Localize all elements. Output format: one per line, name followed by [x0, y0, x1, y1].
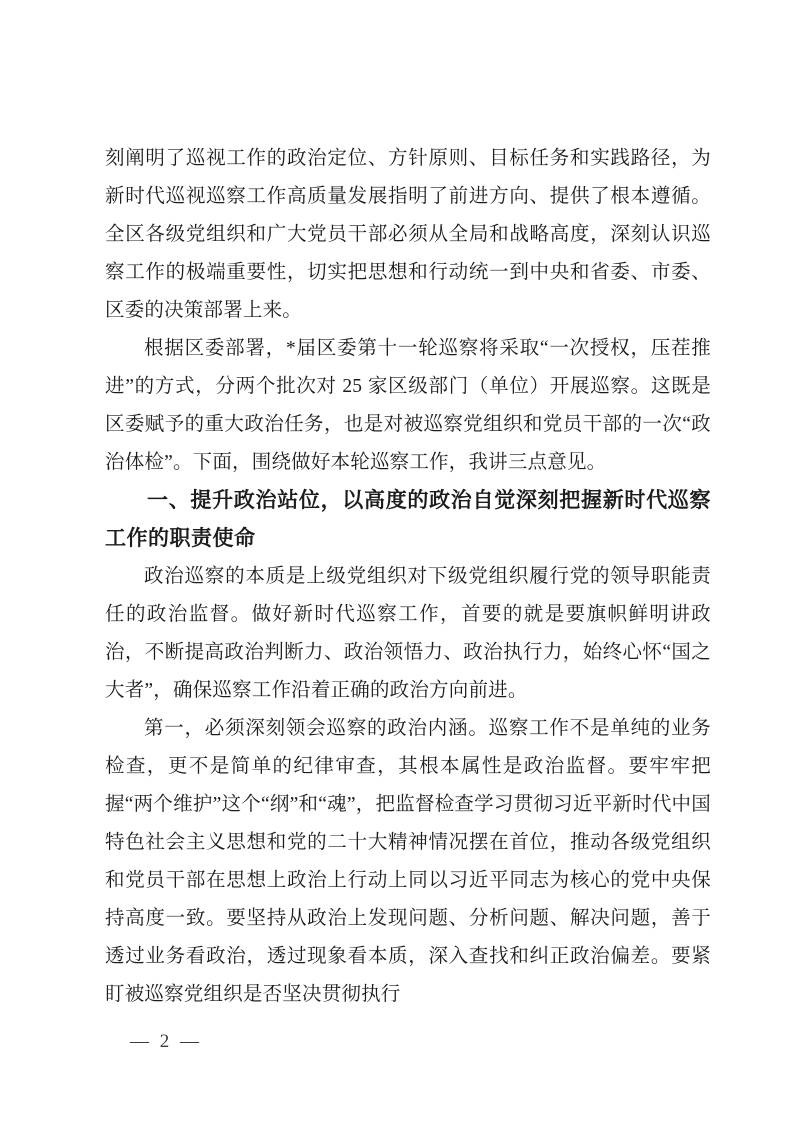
paragraph: 根据区委部署，*届区委第十一轮巡察将采取“一次授权，压茬推进”的方式，分两个批次对 25 家区级部门（单位）开展巡察。这既是区委赋予的重大政治任务，也是对被巡察党组织和党员干部的一次“政治体检”。下面，围绕做好本轮巡察工作，我讲三点意见。 — [105, 338, 711, 473]
page-number: — 2 — — [130, 1031, 202, 1052]
section-heading: 一、提升政治站位，以高度的政治自觉深刻把握新时代巡察工作的职责使命 — [105, 489, 711, 550]
paragraph: 第一，必须深刻领会巡察的政治内涵。巡察工作不是单纯的业务检查，更不是简单的纪律审查，其根本属性是政治监督。要牢牢把握“两个维护”这个“纲”和“魂”，把监督检查学习贯彻习近平新时代中国特色社会主义思想和党的二十大精神情况摆在首位，推动各级党组织和党员干部在思想上政治上行动上同以习近平同志为核心的党中央保持高度一致。要坚持从政治上发现问题、分析问题、解决问题，善于透过业务看政治，透过现象看本质，深入查找和纠正政治偏差。要紧盯被巡察党组织是否坚决贯彻执行 — [105, 718, 711, 1005]
paragraph: 刻阐明了巡视工作的政治定位、方针原则、目标任务和实践路径，为新时代巡视巡察工作高质量发展指明了前进方向、提供了根本遵循。全区各级党组织和广大党员干部必须从全局和战略高度，深刻认识巡察工作的极端重要性，切实把思想和行动统一到中央和省委、市委、区委的决策部署上来。 — [105, 148, 711, 321]
document-body — [105, 140, 711, 1014]
paragraph: 政治巡察的本质是上级党组织对下级党组织履行党的领导职能责任的政治监督。做好新时代巡察工作，首要的就是要旗帜鲜明讲政治，不断提高政治判断力、政治领悟力、政治执行力，始终心怀“国之大者”，确保巡察工作沿着正确的政治方向前进。 — [105, 566, 711, 701]
